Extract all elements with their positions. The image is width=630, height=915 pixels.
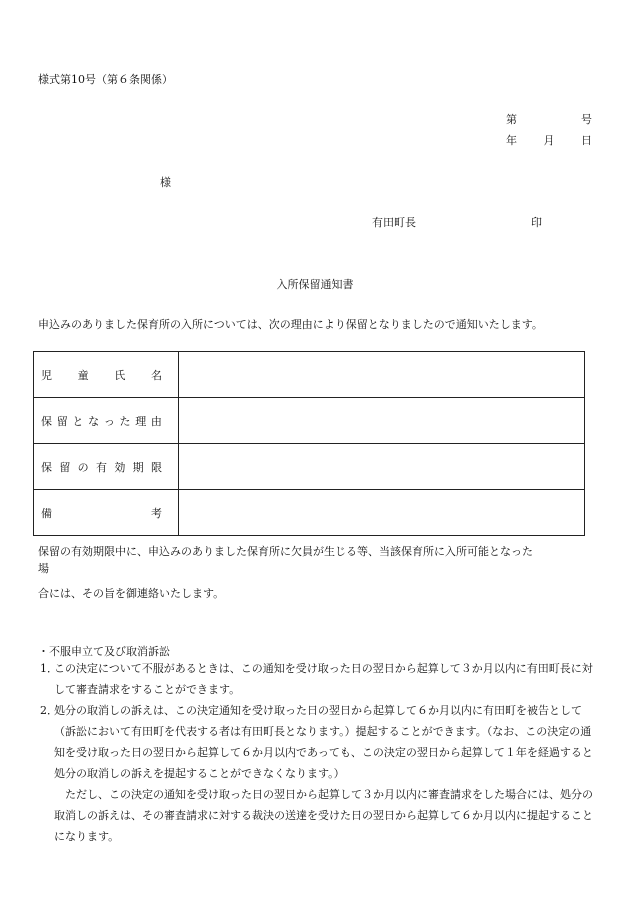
addressee-suffix: 様 xyxy=(160,176,171,189)
label-char: 由 xyxy=(150,414,162,428)
item-number: 2． xyxy=(40,704,58,717)
note-line-2: 場 xyxy=(38,562,49,575)
document-title: 入所保留通知書 xyxy=(276,278,354,291)
appeal-item xyxy=(40,658,596,700)
label-char: の xyxy=(77,460,89,474)
row-value-reason[interactable] xyxy=(179,398,585,444)
row-label-reason xyxy=(34,398,179,444)
info-table xyxy=(33,351,585,536)
row-value-remarks[interactable] xyxy=(179,490,585,536)
issuer-name: 有田町長 xyxy=(372,216,416,229)
table-row xyxy=(34,490,585,536)
issuer-line xyxy=(372,214,542,230)
label-char: 保 xyxy=(41,414,52,428)
label-char: 期 xyxy=(132,460,144,474)
label-char: た xyxy=(119,414,131,428)
label-char: 限 xyxy=(150,460,162,474)
date-line xyxy=(506,132,592,148)
label-char: っ xyxy=(103,414,115,428)
seal-mark: 印 xyxy=(531,216,542,229)
label-char: 児 xyxy=(41,368,52,382)
label-char: 考 xyxy=(151,506,162,520)
label-char: 理 xyxy=(135,414,147,428)
note-line-3: 合には、その旨を御連絡いたします。 xyxy=(38,587,225,600)
date-day: 日 xyxy=(581,134,592,147)
item-text-block xyxy=(40,700,596,847)
label-char: 有 xyxy=(95,460,107,474)
label-char: 備 xyxy=(41,506,52,520)
spread-label xyxy=(41,413,162,429)
table-row xyxy=(34,352,585,398)
label-char: と xyxy=(72,414,84,428)
item-text: 処分の取消しの訴えは、この決定通知を受け取った日の翌日から起算して６か月以内に有田町を被告として（訴訟において有田町を代表する者は有田町長となります。）提起することができます。（なお、この決定の通知を受け取った日の翌日から起算して６か月以内であっても、この決定の翌日から起算して１年を経過すると処分の取消しの訴えを提起することができなくなります。） xyxy=(54,704,593,780)
item-number: 1． xyxy=(40,662,58,675)
spread-label xyxy=(41,459,162,475)
row-value-child-name[interactable] xyxy=(179,352,585,398)
label-char: 効 xyxy=(114,460,126,474)
label-char: 保 xyxy=(41,460,52,474)
row-label-remarks xyxy=(34,490,179,536)
note-line-1: 保留の有効期限中に、申込みのありました保育所に欠員が生じる等、当該保育所に入所可能となった xyxy=(38,545,533,558)
label-char: 童 xyxy=(77,368,89,382)
label-char: 留 xyxy=(56,414,68,428)
label-char: 留 xyxy=(59,460,71,474)
label-char: 氏 xyxy=(114,368,126,382)
intro-text: 申込みのありました保育所の入所については、次の理由により保留となりましたので通知いたします。 xyxy=(38,318,543,331)
row-value-expiry[interactable] xyxy=(179,444,585,490)
table-row xyxy=(34,398,585,444)
item-text-proviso: ただし、この決定の通知を受け取った日の翌日から起算して３か月以内に審査請求をした場合には、処分の取消しの訴えは、その審査請求に対する裁決の送達を受けた日の翌日から起算して６か月以内に提起することになります。 xyxy=(54,788,593,843)
spread-label xyxy=(41,505,162,521)
label-char: 名 xyxy=(150,368,162,382)
number-label-prefix: 第 xyxy=(506,113,517,126)
row-label-child-name xyxy=(34,352,179,398)
label-char: な xyxy=(88,414,100,428)
appeal-item xyxy=(40,700,596,847)
appeal-heading: ・不服申立て及び取消訴訟 xyxy=(38,645,170,658)
form-number: 様式第10号（第６条関係） xyxy=(38,73,173,86)
document-number-line xyxy=(506,111,592,127)
table-row xyxy=(34,444,585,490)
row-label-expiry xyxy=(34,444,179,490)
date-month: 月 xyxy=(543,134,555,147)
date-year: 年 xyxy=(506,134,517,147)
number-label-suffix: 号 xyxy=(581,113,592,126)
item-text: この決定について不服があるときは、この通知を受け取った日の翌日から起算して３か月以内に有田町長に対して審査請求をすることができます。 xyxy=(54,662,593,696)
spread-label xyxy=(41,367,162,383)
